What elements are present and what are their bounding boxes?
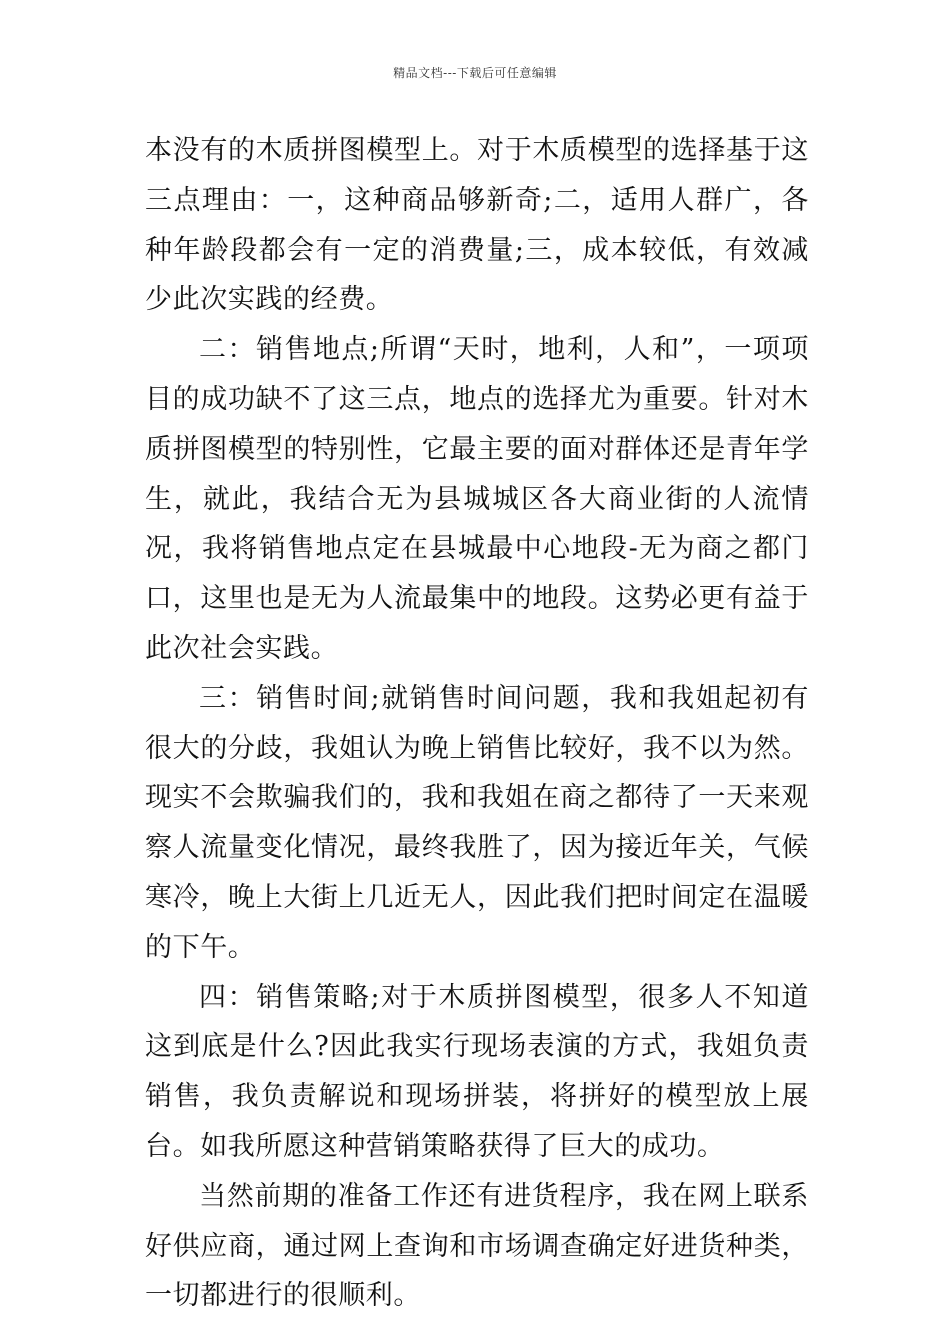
- paragraph-1: 本没有的木质拼图模型上。对于木质模型的选择基于这三点理由：一，这种商品够新奇;二，适用人群广，各种年龄段都会有一定的消费量;三，成本较低，有效减少此次实践的经费。: [145, 135, 809, 316]
- paragraph-5-preparation: 当然前期的准备工作还有进货程序，我在网上联系好供应商，通过网上查询和市场调查确定好进货种类，一切都进行的很顺利。: [145, 1180, 809, 1312]
- paragraph-3-sales-time: 三：销售时间;就销售时间问题，我和我姐起初有很大的分歧，我姐认为晚上销售比较好，我不以为然。现实不会欺骗我们的，我和我姐在商之都待了一天来观察人流量变化情况，最终我胜了，因为接近年关，气候寒冷，晚上大街上几近无人，因此我们把时间定在温暖的下午。: [145, 682, 809, 963]
- page-header: 精品文档---下载后可任意编辑: [393, 66, 557, 80]
- document-body: [145, 126, 809, 1321]
- paragraph-4-sales-strategy: 四：销售策略;对于木质拼图模型，很多人不知道这到底是什么?因此我实行现场表演的方式，我姐负责销售，我负责解说和现场拼装，将拼好的模型放上展台。如我所愿这种营销策略获得了巨大的成功。: [145, 981, 809, 1162]
- paragraph-2-sales-location: 二：销售地点;所谓“天时，地利，人和”，一项项目的成功缺不了这三点，地点的选择尤为重要。针对木质拼图模型的特别性，它最主要的面对群体还是青年学生，就此，我结合无为县城城区各大商业街的人流情况，我将销售地点定在县城最中心地段-无为商之都门口，这里也是无为人流最集中的地段。这势必更有益于此次社会实践。: [145, 334, 809, 664]
